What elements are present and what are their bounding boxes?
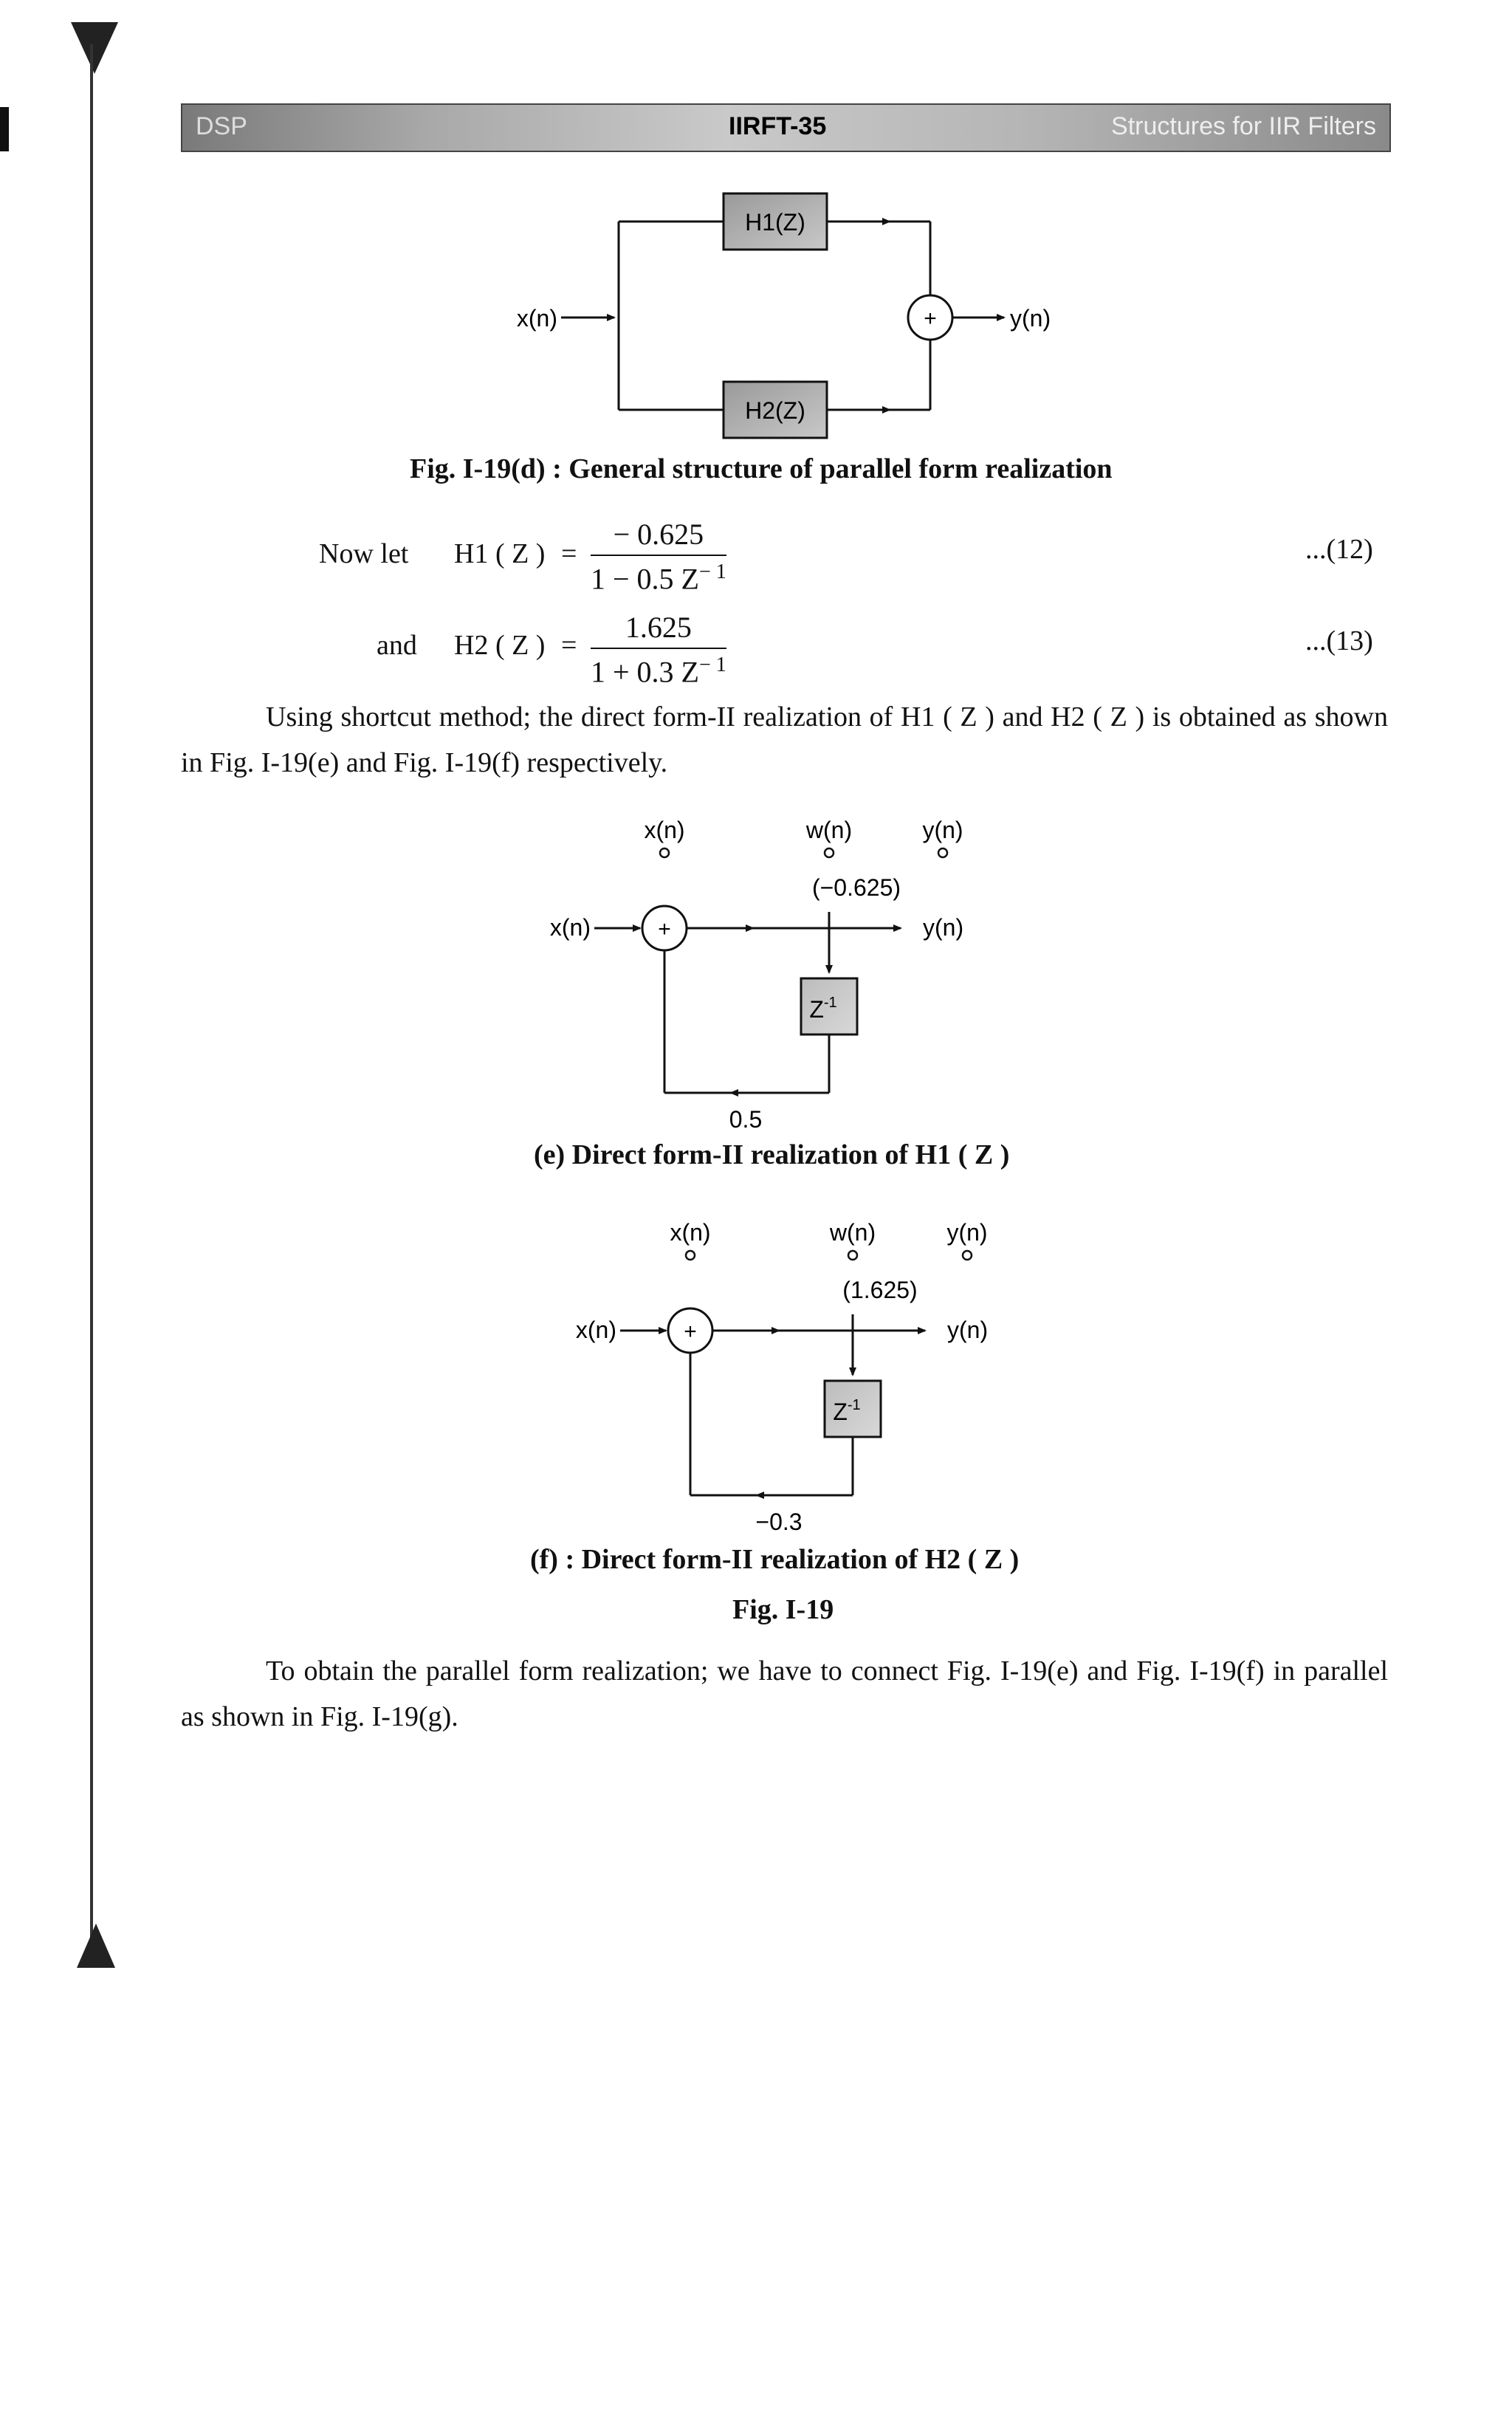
figure-f-coefficient: (1.625) <box>842 1277 918 1303</box>
figure-e-diagram <box>532 809 989 1141</box>
binding-mark <box>0 107 9 151</box>
eq12-den-exponent: − 1 <box>699 560 726 583</box>
eq13-numerator: 1.625 <box>591 610 726 649</box>
eq13-den-exponent: − 1 <box>699 653 726 676</box>
eq12-equals: = <box>561 538 577 569</box>
header-section-title: Structures for IIR Filters <box>1111 112 1376 140</box>
figure-e-delay-exponent: -1 <box>823 995 837 1011</box>
figure-f-node-w: w(n) <box>829 1219 876 1246</box>
figure-d-h1-label: H1(Z) <box>745 209 805 236</box>
figure-group-label: Fig. I-19 <box>732 1594 834 1625</box>
figure-e-feedback-coef: 0.5 <box>729 1106 763 1133</box>
figure-d-h2-label: H2(Z) <box>745 397 805 424</box>
figure-e-node-y: y(n) <box>922 817 963 843</box>
figure-e-adder-sign: + <box>658 917 671 941</box>
binding-spine-top <box>71 22 118 74</box>
figure-f-node-y: y(n) <box>946 1219 988 1246</box>
eq12-prefix: Now let <box>319 538 409 569</box>
figure-f-feedback-coef: −0.3 <box>755 1509 803 1535</box>
figure-d-caption: Fig. I-19(d) : General structure of parallel form realization <box>410 453 1113 484</box>
eq12-lhs: H1 ( Z ) <box>454 538 546 569</box>
figure-d-diagram <box>487 177 1078 450</box>
figure-e-node-x: x(n) <box>644 817 685 843</box>
eq13-number: ...(13) <box>1305 625 1373 656</box>
figure-d-output-label: y(n) <box>1010 305 1051 332</box>
eq12-den-base: 1 − 0.5 Z <box>591 562 699 596</box>
figure-e-coefficient: (−0.625) <box>811 874 901 901</box>
figure-e-delay-base: Z <box>809 996 824 1023</box>
eq13-fraction <box>591 610 726 689</box>
paragraph-shortcut-method: Using shortcut method; the direct form-II realization of H1 ( Z ) and H2 ( Z ) is obtained as shown in Fig. I-19(e) and Fig. I-19(f) respectively. <box>181 701 1388 778</box>
figure-f-node-x: x(n) <box>670 1219 711 1246</box>
binding-spine-bottom <box>77 1924 115 1968</box>
figure-f-delay-base: Z <box>833 1399 848 1425</box>
figure-e-caption: (e) Direct form-II realization of H1 ( Z ) <box>534 1139 1010 1170</box>
figure-f-output-label: y(n) <box>947 1317 989 1343</box>
header-left: DSP <box>196 112 247 140</box>
eq13-lhs: H2 ( Z ) <box>454 630 546 661</box>
eq12-fraction <box>591 517 726 596</box>
figure-f-adder-sign: + <box>684 1320 697 1344</box>
eq12-number: ...(12) <box>1305 534 1373 565</box>
binding-spine <box>90 44 93 1957</box>
figure-f-delay-exponent: -1 <box>847 1397 861 1413</box>
eq13-denominator <box>591 649 726 689</box>
figure-d-adder-sign: + <box>924 306 937 331</box>
figure-f-diagram <box>557 1211 1015 1543</box>
figure-f-input-label: x(n) <box>575 1317 616 1343</box>
figure-d-input-label: x(n) <box>516 305 557 332</box>
paragraph-parallel-connection: To obtain the parallel form realization; we have to connect Fig. I-19(e) and Fig. I-19(f) in parallel as shown in Fig. I-19(g). <box>181 1655 1388 1732</box>
figure-f-caption: (f) : Direct form-II realization of H2 ( Z ) <box>530 1544 1020 1575</box>
eq13-prefix: and <box>377 630 417 661</box>
figure-e-input-label: x(n) <box>549 914 591 941</box>
eq13-den-base: 1 + 0.3 Z <box>591 655 699 689</box>
figure-e-output-label: y(n) <box>923 914 964 941</box>
eq12-denominator <box>591 556 726 596</box>
eq12-numerator: − 0.625 <box>591 517 726 556</box>
figure-e-node-w: w(n) <box>805 817 853 843</box>
header-page-number: IIRFT-35 <box>729 112 827 140</box>
eq13-equals: = <box>561 630 577 661</box>
running-header <box>181 103 1391 152</box>
